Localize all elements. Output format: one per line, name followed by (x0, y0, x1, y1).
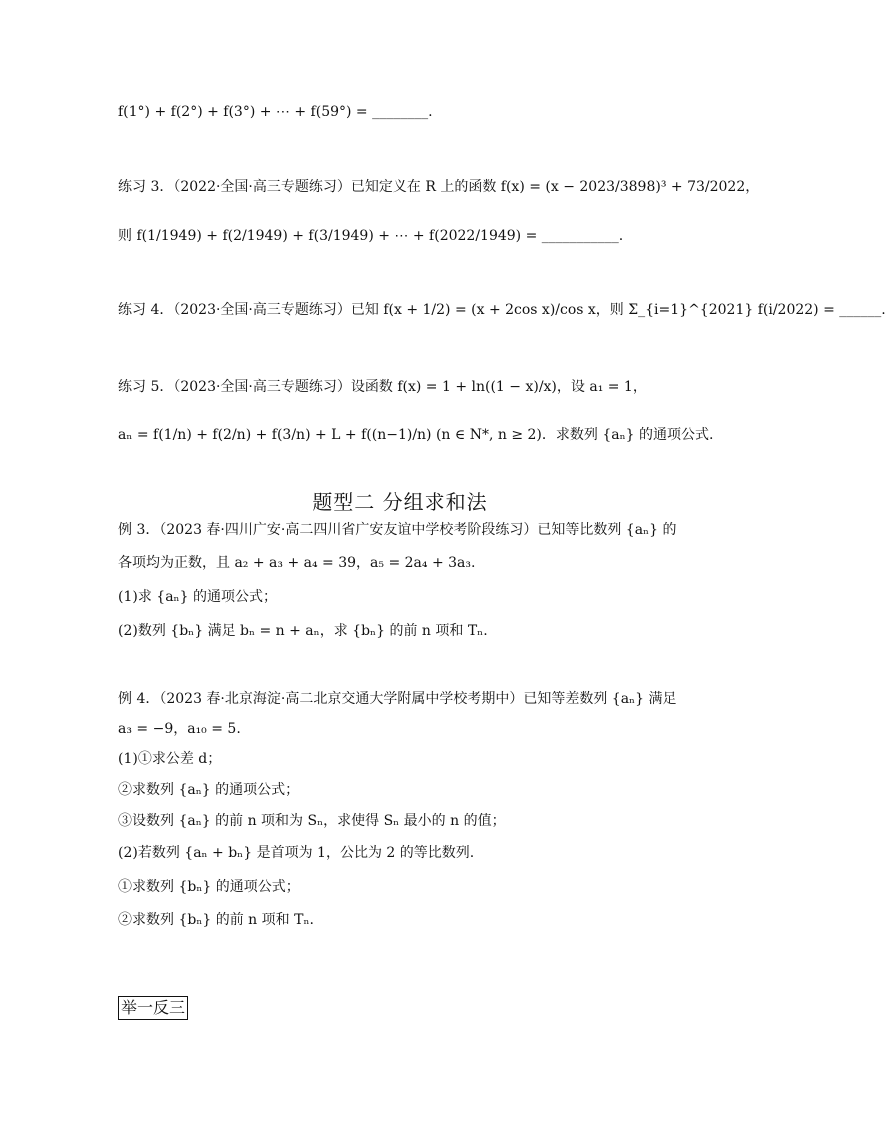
example-4-question-1c: ③设数列 {aₙ} 的前 n 项和为 Sₙ，求使得 Sₙ 最小的 n 的值； (118, 813, 506, 829)
practice-section-label: 举一反三 (118, 996, 188, 1020)
example-4-question-2a: ①求数列 {bₙ} 的通项公式； (118, 879, 300, 895)
exercise-4: 练习 4．（2023·全国·高三专题练习）已知 f(x + 1/2) = (x + 2cos x)/cos x，则 Σ_{i=1}^{2021} f(i/2022) = ______. (118, 302, 886, 318)
example-4-condition: a₃ = −9，a₁₀ = 5. (118, 721, 241, 737)
exercise-3-body: 则 f(1/1949) + f(2/1949) + f(3/1949) + ⋯ + f(2022/1949) = ___________. (118, 228, 624, 244)
exercise-5-body: aₙ = f(1/n) + f(2/n) + f(3/n) + L + f((n−1)/n) (n ∈ N*, n ≥ 2)．求数列 {aₙ} 的通项公式. (118, 427, 714, 443)
example-3-question-1: (1)求 {aₙ} 的通项公式； (118, 589, 277, 605)
exercise-2-tail: f(1°) + f(2°) + f(3°) + ⋯ + f(59°) = ________. (118, 104, 433, 120)
exercise-3-intro: 练习 3．（2022·全国·高三专题练习）已知定义在 R 上的函数 f(x) = (x − 2023/3898)³ + 73/2022， (118, 179, 760, 195)
example-4-intro: 例 4．（2023 春·北京海淀·高二北京交通大学附属中学校考期中）已知等差数列 {aₙ} 满足 (118, 691, 677, 707)
example-4-question-2: (2)若数列 {aₙ + bₙ} 是首项为 1，公比为 2 的等比数列. (118, 845, 475, 861)
example-4-question-2b: ②求数列 {bₙ} 的前 n 项和 Tₙ. (118, 912, 314, 928)
section-heading: 题型二 分组求和法 (312, 490, 488, 514)
example-4-question-1b: ②求数列 {aₙ} 的通项公式； (118, 782, 300, 798)
example-4-question-1a: (1)①求公差 d； (118, 751, 222, 767)
exercise-5-intro: 练习 5．（2023·全国·高三专题练习）设函数 f(x) = 1 + ln((1 − x)/x)，设 a₁ = 1， (118, 379, 647, 395)
example-3-intro: 例 3．（2023 春·四川广安·高二四川省广安友谊中学校考阶段练习）已知等比数列 {aₙ} 的 (118, 522, 677, 538)
example-3-question-2: (2)数列 {bₙ} 满足 bₙ = n + aₙ，求 {bₙ} 的前 n 项和 Tₙ. (118, 623, 488, 639)
example-3-condition: 各项均为正数，且 a₂ + a₃ + a₄ = 39，a₅ = 2a₄ + 3a₃. (118, 555, 476, 571)
